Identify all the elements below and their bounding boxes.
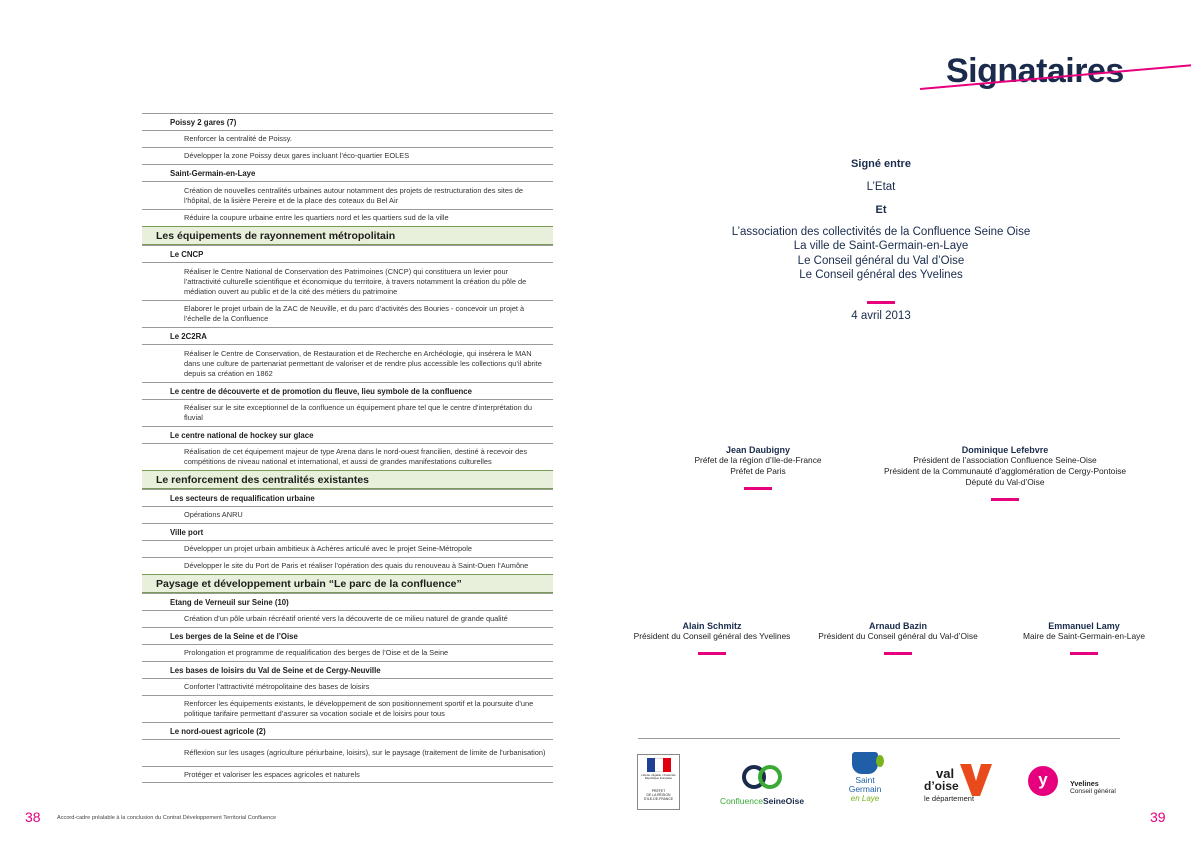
crest-icon [852,752,878,774]
signature-mark [698,652,726,655]
action-text: Réaliser le Centre de Conservation, de Restauration et de Recherche en Archéologie, qui insérera le MAN dans une culture de partenariat permettant de valoriser et de rendre plus accessible les collections qu’il abrite depuis sa création en 1862 [184,348,542,378]
signer-emmanuel-lamy [998,621,1170,660]
signer-role: Président de l’association Confluence Seine-Oise [913,455,1097,465]
section-header [142,470,553,489]
action-row [142,209,553,226]
section-title: Le renforcement des centralités existantes [156,473,370,486]
action-text: Réaliser sur le site exceptionnel de la confluence un équipement phare tel que le centre d’interprétation du fluvial [184,403,532,422]
signer-jean-daubigny [678,445,838,495]
action-text: Création de nouvelles centralités urbaines autour notamment des projets de restructuration des sites de l’hôpital, de la lisière Pereire et de la place des coteaux du Bel Air [184,185,523,205]
logo-conseil-general: Conseil général [1070,788,1116,795]
logo-republic: République Française [644,776,673,781]
subsection-title: Les secteurs de requalification urbaine [170,493,315,503]
subsection-row [142,593,553,610]
signer-name: Emmanuel Lamy [1048,621,1120,631]
logo-doise: d’oise [924,779,959,793]
signer-name: Dominique Lefebvre [961,445,1049,455]
action-text: Réaliser le Centre National de Conservation des Patrimoines (CNCP) qui constituera un levier pour l’attractivité culturelle scientifique et économique du territoire, à travers notamment la création du pôle de médiation ouvert au public et de la cité des métiers du patrimoine [184,266,527,296]
subsection-row [142,661,553,678]
party-2: La ville de Saint-Germain-en-Laye [793,240,969,252]
subsection-row [142,327,553,344]
footer-text: Accord-cadre préalable à la conclusion du Contrat Développement Territorial Confluence [57,815,277,821]
action-text: Conforter l’attractivité métropolitaine des bases de loisirs [184,682,370,691]
party-1: L’association des collectivités de la Confluence Seine Oise [731,225,1031,238]
signer-role: Préfet de la région d’Ile-de-France [694,455,822,465]
subsection-row [142,489,553,506]
signer-dominique-lefebvre [876,445,1134,506]
confluence-infinity-icon [739,762,785,792]
action-text: Réflexion sur les usages (agriculture périurbaine, loisirs), sur le paysage (traitement de limite de l’urbanisation) [184,748,546,757]
logo-motto: Liberté • Égalité • Fraternité [641,773,676,777]
action-row [142,766,553,783]
page-number-right: 39 [1150,809,1166,825]
val-doise-logo [922,764,998,804]
section-header [142,226,553,245]
subsection-title: Le centre de découverte et de promotion du fleuve, lieu symbole de la confluence [170,386,472,396]
val-doise-v-icon [960,764,992,796]
logo-yvelines: Yvelines [1070,779,1099,788]
signature-mark [744,487,772,490]
signed-between-block [716,158,1046,323]
page-number-left: 38 [25,809,41,825]
subsection-row [142,627,553,644]
party-4: Le Conseil général des Yvelines [799,269,963,281]
subsection-title: Etang de Verneuil sur Seine (10) [170,597,289,607]
yvelines-logo [1028,766,1124,800]
action-text: Elaborer le projet urbain de la ZAC de Neuville, et du parc d’activités des Bouries - concevoir un projet à l’échelle de la Confluence [184,304,525,323]
french-flag-icon [647,758,671,772]
action-text: Renforcer les équipements existants, le développement de son positionnement sportif et la poursuite d’une politique tarifaire permettant d’assurer sa vocation sociale et de loisirs pour tous [184,699,534,718]
yvelines-y-icon: y [1028,766,1058,796]
action-row [142,695,553,722]
logo-germain: Germain [848,784,882,794]
action-row [142,130,553,147]
subsection-title: Le centre national de hockey sur glace [170,430,314,440]
action-row [142,443,553,470]
action-text: Création d’un pôle urbain récréatif orienté vers la découverte de ce milieu naturel de grande qualité [184,614,508,623]
page-title: Signataires [946,52,1124,90]
signer-role: Député du Val-d’Oise [965,477,1045,487]
action-row [142,540,553,557]
signer-arnaud-bazin [812,621,984,660]
logo-val: val [936,766,955,781]
section-header [142,574,553,593]
logo-prefet: PRÉFET [651,788,666,793]
party-3: Le Conseil général du Val d’Oise [797,254,965,267]
signer-role: Président du Conseil général des Yvelines [633,631,791,641]
action-row [142,739,553,766]
signer-role: Préfet de Paris [730,466,786,476]
action-row [142,644,553,661]
saint-germain-logo [842,752,888,810]
action-text: Réalisation de cet équipement majeur de type Arena dans le nord-ouest francilien, destiné à recevoir des compétitions de niveau national et international, et aussi de grandes manifestations culturelles [184,447,528,466]
logo-en-laye: en Laye [850,794,880,803]
signature-mark [991,498,1019,501]
action-row [142,557,553,574]
subsection-title: Ville port [170,527,204,537]
action-text: Réduire la coupure urbaine entre les quartiers nord et les quartiers sud de la ville [184,213,449,222]
signing-date: 4 avril 2013 [851,309,911,322]
signature-mark [1070,652,1098,655]
section-title: Paysage et développement urbain “Le parc de la confluence” [156,577,462,590]
signed-between-label: Signé entre [851,158,911,170]
prefet-idf-logo [637,754,680,810]
logo-saint: Saint [855,775,875,785]
subsection-title: Saint-Germain-en-Laye [170,168,256,178]
action-row [142,300,553,327]
and-label: Et [875,203,887,216]
action-text: Renforcer la centralité de Poissy. [184,134,292,143]
subsection-row [142,722,553,739]
subsection-row [142,245,553,262]
action-text: Protéger et valoriser les espaces agricoles et naturels [184,769,360,779]
action-row [142,610,553,627]
action-text: Opérations ANRU [184,510,243,519]
signer-alain-schmitz [626,621,798,660]
signer-name: Jean Daubigny [725,445,790,455]
subsection-row [142,382,553,399]
confluence-wordmark: ConfluenceSeineOise [719,796,805,806]
action-row [142,262,553,300]
subsection-row [142,523,553,540]
action-row [142,678,553,695]
action-text: Prolongation et programme de requalification des berges de l’Oise et de la Seine [184,648,449,657]
signer-role: Maire de Saint-Germain-en-Laye [1023,631,1145,641]
confluence-seine-oise-logo [714,762,810,806]
subsection-title: Les bases de loisirs du Val de Seine et de Cergy-Neuville [170,665,381,675]
subsection-title: Les berges de la Seine et de l’Oise [170,631,298,641]
action-text: Développer un projet urbain ambitieux à Achères articulé avec le projet Seine-Métropole [184,544,472,553]
subsection-row [142,164,553,181]
action-text: Développer le site du Port de Paris et réaliser l’opération des quais du renouveau à Saint-Ouen l’Aumône [184,561,529,570]
signer-name: Arnaud Bazin [868,621,927,631]
signer-role: Président du Conseil général du Val-d’Oise [818,631,978,641]
subsection-title: Le nord-ouest agricole (2) [170,726,266,736]
signer-name: Alain Schmitz [682,621,742,631]
action-row [142,399,553,426]
subsection-title: Le 2C2RA [170,331,207,341]
action-row [142,506,553,523]
logo-divider [638,738,1120,739]
subsection-row [142,426,553,443]
date-divider [867,301,895,304]
action-row [142,181,553,209]
state-label: L’Etat [866,181,896,193]
logo-region: DE LA RÉGION [646,792,671,797]
subsection-title: Poissy 2 gares (7) [170,117,237,127]
subsection-title: Le CNCP [170,249,204,259]
subsection-row [142,113,553,130]
logo-le-departement: le département [924,794,975,803]
action-row [142,147,553,164]
section-title: Les équipements de rayonnement métropolitain [156,229,396,242]
projects-table [142,113,553,783]
action-text: Développer la zone Poissy deux gares incluant l’éco-quartier EOLES [184,151,410,160]
signature-mark [884,652,912,655]
parties-list [716,225,1046,283]
action-row [142,344,553,382]
signer-role: Président de la Communauté d’agglomération de Cergy-Pontoise [883,466,1127,476]
logo-idf: D’ILE-DE-FRANCE [643,796,674,801]
